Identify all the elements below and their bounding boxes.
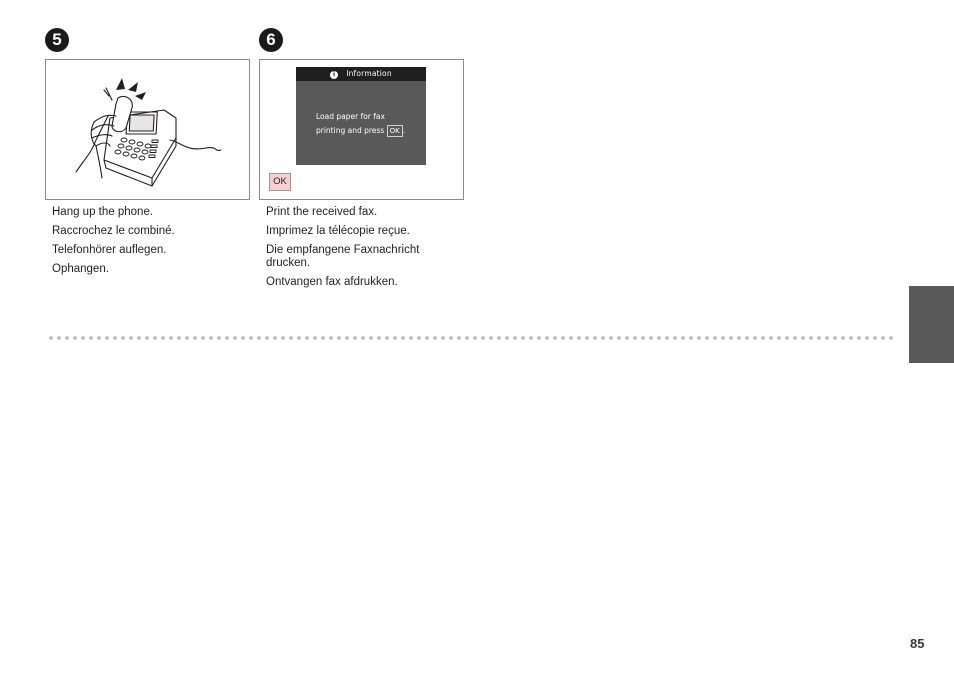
- step-5-number: 5: [45, 28, 69, 52]
- caption-nl: Ophangen.: [52, 263, 109, 275]
- phone-hangup-illustration: [46, 60, 249, 199]
- caption-en: Print the received fax.: [266, 206, 378, 218]
- step-5-captions: [52, 206, 242, 282]
- lcd-ok-symbol: OK: [387, 125, 403, 137]
- ok-button[interactable]: OK: [269, 173, 291, 191]
- caption-fr: Imprimez la télécopie reçue.: [266, 225, 410, 237]
- caption-de: Die empfangene Faxnachricht drucken.: [266, 244, 420, 269]
- dotted-divider: [47, 335, 895, 341]
- lcd-message: [316, 110, 405, 138]
- caption-en: Hang up the phone.: [52, 206, 154, 218]
- step-6-captions: [266, 206, 456, 295]
- lcd-screen: [296, 67, 426, 165]
- lcd-title: Information: [346, 69, 392, 78]
- step-6-illustration-frame: [259, 59, 464, 200]
- caption-fr: Raccrochez le combiné.: [52, 225, 175, 237]
- lcd-message-line2: printing and press OK .: [316, 126, 406, 135]
- lcd-title-bar: [296, 67, 426, 81]
- section-side-tab: [909, 286, 954, 363]
- info-icon: i: [330, 71, 338, 79]
- caption-de: Telefonhörer auflegen.: [52, 244, 167, 256]
- page-number: 85: [910, 636, 925, 651]
- step-6-number: 6: [259, 28, 283, 52]
- caption-nl: Ontvangen fax afdrukken.: [266, 276, 398, 288]
- lcd-message-line1: Load paper for fax: [316, 112, 385, 121]
- step-5-illustration-frame: [45, 59, 250, 200]
